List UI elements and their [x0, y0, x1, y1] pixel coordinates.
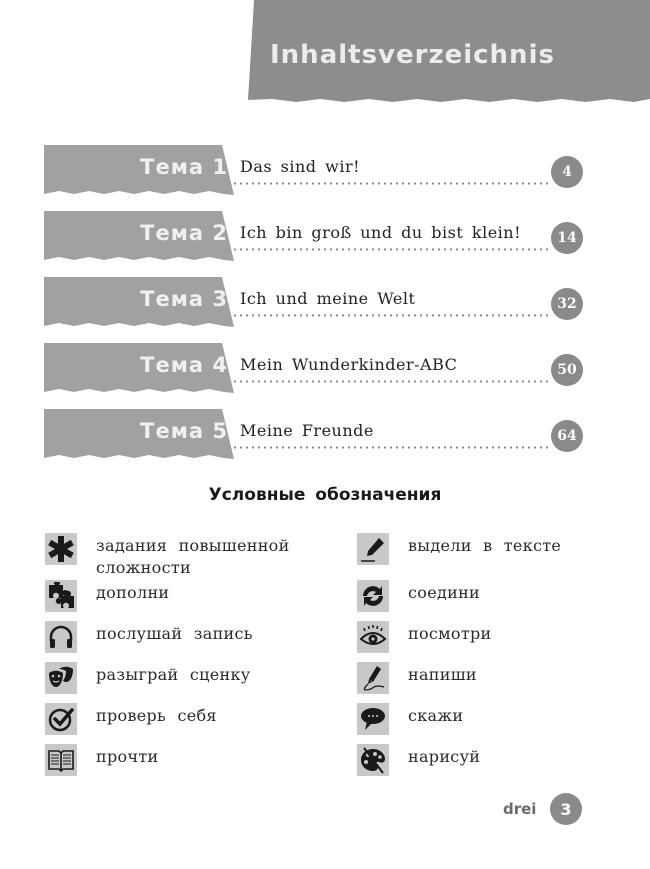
tema-label: Тема 2: [140, 221, 228, 245]
dotted-leader: [232, 314, 548, 317]
legend-heading: Условные обозначения: [208, 485, 442, 505]
legend-label: [96, 535, 290, 579]
toc-row[interactable]: [44, 145, 604, 195]
toc-row[interactable]: [44, 343, 604, 393]
theater-masks-icon: [45, 662, 77, 694]
headphones-icon: [45, 621, 77, 653]
palette-icon: [357, 744, 389, 776]
puzzle-icon: [45, 580, 77, 612]
legend-item: [45, 621, 325, 655]
dotted-leader: [232, 446, 548, 449]
toc-row[interactable]: [44, 277, 604, 327]
legend-label: послушай запись: [96, 624, 253, 643]
legend-item: [45, 662, 325, 696]
toc-row[interactable]: [44, 211, 604, 261]
legend-label-line: задания повышенной: [96, 536, 290, 555]
legend-label: скажи: [408, 706, 464, 725]
toc-title: Mein Wunderkinder-ABC: [240, 355, 458, 374]
legend-label: напиши: [408, 665, 477, 684]
dotted-leader: [232, 380, 548, 383]
dotted-leader: [232, 182, 548, 185]
page-number-badge: 3: [550, 793, 582, 825]
legend-item: [357, 662, 607, 696]
legend-label: проверь себя: [96, 706, 217, 725]
page-title: Inhaltsverzeichnis: [270, 40, 555, 70]
legend-item: [45, 703, 325, 737]
legend-label: соедини: [408, 583, 481, 602]
asterisk-icon: [45, 533, 77, 565]
page-badge: 50: [551, 354, 583, 386]
marker-icon: [357, 533, 389, 565]
toc-title: Das sind wir!: [240, 157, 361, 176]
page-number-word: drei: [503, 800, 537, 818]
page-badge: 14: [551, 222, 583, 254]
page-badge: 32: [551, 288, 583, 320]
legend-label: нарисуй: [408, 747, 481, 766]
speech-bubble-icon: [357, 703, 389, 735]
tema-label: Тема 4: [140, 353, 228, 377]
toc-title: Ich bin groß und du bist klein!: [240, 223, 522, 242]
toc-title: Meine Freunde: [240, 421, 374, 440]
pen-icon: [357, 662, 389, 694]
legend-label: дополни: [96, 583, 170, 602]
toc-row[interactable]: [44, 409, 604, 459]
legend-item: [45, 580, 325, 614]
tema-label: Тема 3: [140, 287, 228, 311]
legend-item: [45, 533, 325, 577]
arrows-cycle-icon: [357, 580, 389, 612]
legend-item: [357, 744, 607, 778]
legend-item: [357, 580, 607, 614]
legend-label: разыграй сценку: [96, 665, 251, 684]
open-book-icon: [45, 744, 77, 776]
page-badge: 64: [551, 420, 583, 452]
legend-label: прочти: [96, 747, 159, 766]
eye-icon: [357, 621, 389, 653]
legend-label: выдели в тексте: [408, 536, 562, 555]
checkmark-circle-icon: [45, 703, 77, 735]
legend-item: [357, 703, 607, 737]
legend-label: посмотри: [408, 624, 492, 643]
legend-item: [357, 533, 607, 567]
toc-title: Ich und meine Welt: [240, 289, 416, 308]
legend-label-line: сложности: [96, 558, 191, 577]
dotted-leader: [232, 248, 548, 251]
tema-label: Тема 1: [140, 155, 228, 179]
tema-label: Тема 5: [140, 419, 228, 443]
page-badge: 4: [551, 156, 583, 188]
legend-item: [357, 621, 607, 655]
legend-item: [45, 744, 325, 778]
